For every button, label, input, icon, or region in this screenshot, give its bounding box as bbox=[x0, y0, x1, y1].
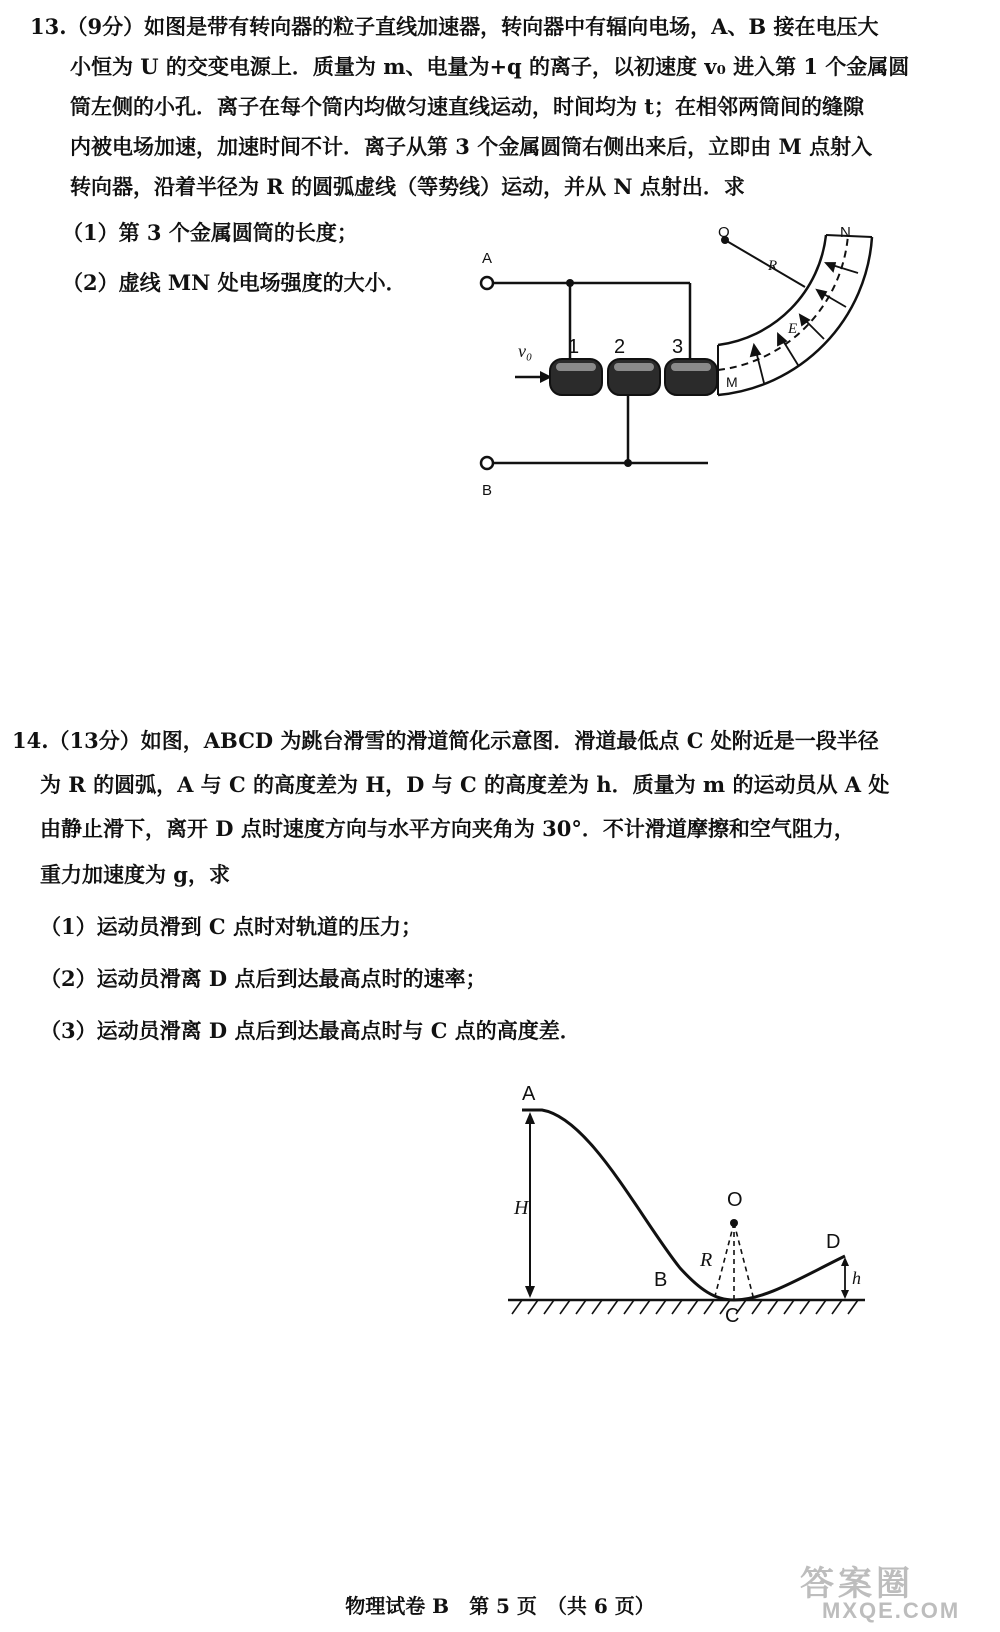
equipotential-arc bbox=[718, 235, 848, 370]
arrow-down-small-icon bbox=[841, 1290, 849, 1299]
ground-hatch bbox=[512, 1300, 858, 1314]
q13-line-4: 内被电场加速，加速时间不计．离子从第 3 个金属圆筒右侧出来后，立即由 M 点射入 bbox=[70, 134, 873, 159]
arrow-down-icon bbox=[525, 1286, 535, 1298]
label-point-o: O bbox=[727, 1189, 743, 1211]
label-h: h bbox=[852, 1268, 861, 1288]
label-point-a: A bbox=[522, 1083, 536, 1105]
page-footer: 物理试卷 B 第 5 页 （共 6 页） bbox=[345, 1594, 655, 1618]
ski-track bbox=[522, 1110, 845, 1300]
q13-line-1: 13.（9分）如图是带有转向器的粒子直线加速器，转向器中有辐向电场，A、B 接在电压大 bbox=[30, 14, 879, 39]
label-radius-R: R bbox=[700, 1249, 713, 1271]
q13-line-5: 转向器，沿着半径为 R 的圆弧虚线（等势线）运动，并从 N 点射出．求 bbox=[70, 174, 745, 199]
tube-2-highlight bbox=[614, 363, 654, 371]
arrow-up-icon bbox=[525, 1112, 535, 1124]
deflector-inner-wall bbox=[718, 235, 826, 345]
q14-sub-3: （3）运动员滑离 D 点后到达最高点时与 C 点的高度差． bbox=[40, 1018, 581, 1043]
watermark-top: 答案圈 bbox=[800, 1565, 914, 1603]
watermark-bottom: MXQE.COM bbox=[822, 1598, 961, 1623]
junction-b bbox=[624, 459, 632, 467]
label-n: N bbox=[840, 224, 851, 241]
tube-3-highlight bbox=[671, 363, 711, 371]
q13-sub-1: （1）第 3 个金属圆筒的长度； bbox=[62, 220, 358, 245]
tube-1-highlight bbox=[556, 363, 596, 371]
q14-line-2: 为 R 的圆弧，A 与 C 的高度差为 H，D 与 C 的高度差为 h．质量为 m 的运动员从 A 处 bbox=[40, 772, 890, 797]
q14-sub-1: （1）运动员滑到 C 点时对轨道的压力； bbox=[40, 914, 422, 939]
terminal-a bbox=[481, 277, 493, 289]
label-r: R bbox=[768, 258, 778, 274]
label-b: B bbox=[482, 482, 493, 499]
label-H: H bbox=[514, 1197, 529, 1219]
ski-jump-figure bbox=[500, 1078, 880, 1328]
q14-line-1: 14.（13分）如图，ABCD 为跳台滑雪的滑道简化示意图．滑道最低点 C 处附近是一段半径 bbox=[12, 728, 879, 753]
radius-right bbox=[734, 1223, 754, 1300]
q13-line-3: 筒左侧的小孔．离子在每个筒内均做匀速直线运动，时间均为 t；在相邻两筒间的缝隙 bbox=[70, 94, 865, 119]
watermark bbox=[792, 1556, 982, 1626]
q14-sub-2: （2）运动员滑离 D 点后到达最高点时的速率； bbox=[40, 966, 487, 991]
radius-left bbox=[714, 1223, 734, 1300]
label-o: O bbox=[718, 224, 730, 241]
radius-line bbox=[725, 240, 805, 287]
label-e: E bbox=[788, 321, 798, 337]
q13-line-2: 小恒为 U 的交变电源上．质量为 m、电量为+q 的离子，以初速度 v₀ 进入第 1 个金属圆 bbox=[70, 54, 910, 79]
junction-a1 bbox=[566, 279, 574, 287]
label-tube-1: 1 bbox=[568, 336, 580, 358]
accelerator-figure bbox=[460, 215, 900, 505]
label-tube-2: 2 bbox=[614, 336, 626, 358]
q14-line-3: 由静止滑下，离开 D 点时速度方向与水平方向夹角为 30°．不计滑道摩擦和空气阻力， bbox=[40, 816, 855, 841]
deflector-outer-wall bbox=[718, 237, 872, 395]
label-point-d: D bbox=[826, 1231, 841, 1253]
terminal-b bbox=[481, 457, 493, 469]
label-tube-3: 3 bbox=[672, 336, 684, 358]
q13-sub-2: （2）虚线 MN 处电场强度的大小． bbox=[62, 270, 407, 295]
label-point-b: B bbox=[654, 1269, 668, 1291]
label-point-c: C bbox=[725, 1305, 740, 1327]
label-v0: v₀ bbox=[518, 341, 533, 361]
q14-line-4: 重力加速度为 g，求 bbox=[40, 862, 230, 887]
label-a: A bbox=[482, 250, 493, 267]
label-m: M bbox=[726, 374, 738, 390]
